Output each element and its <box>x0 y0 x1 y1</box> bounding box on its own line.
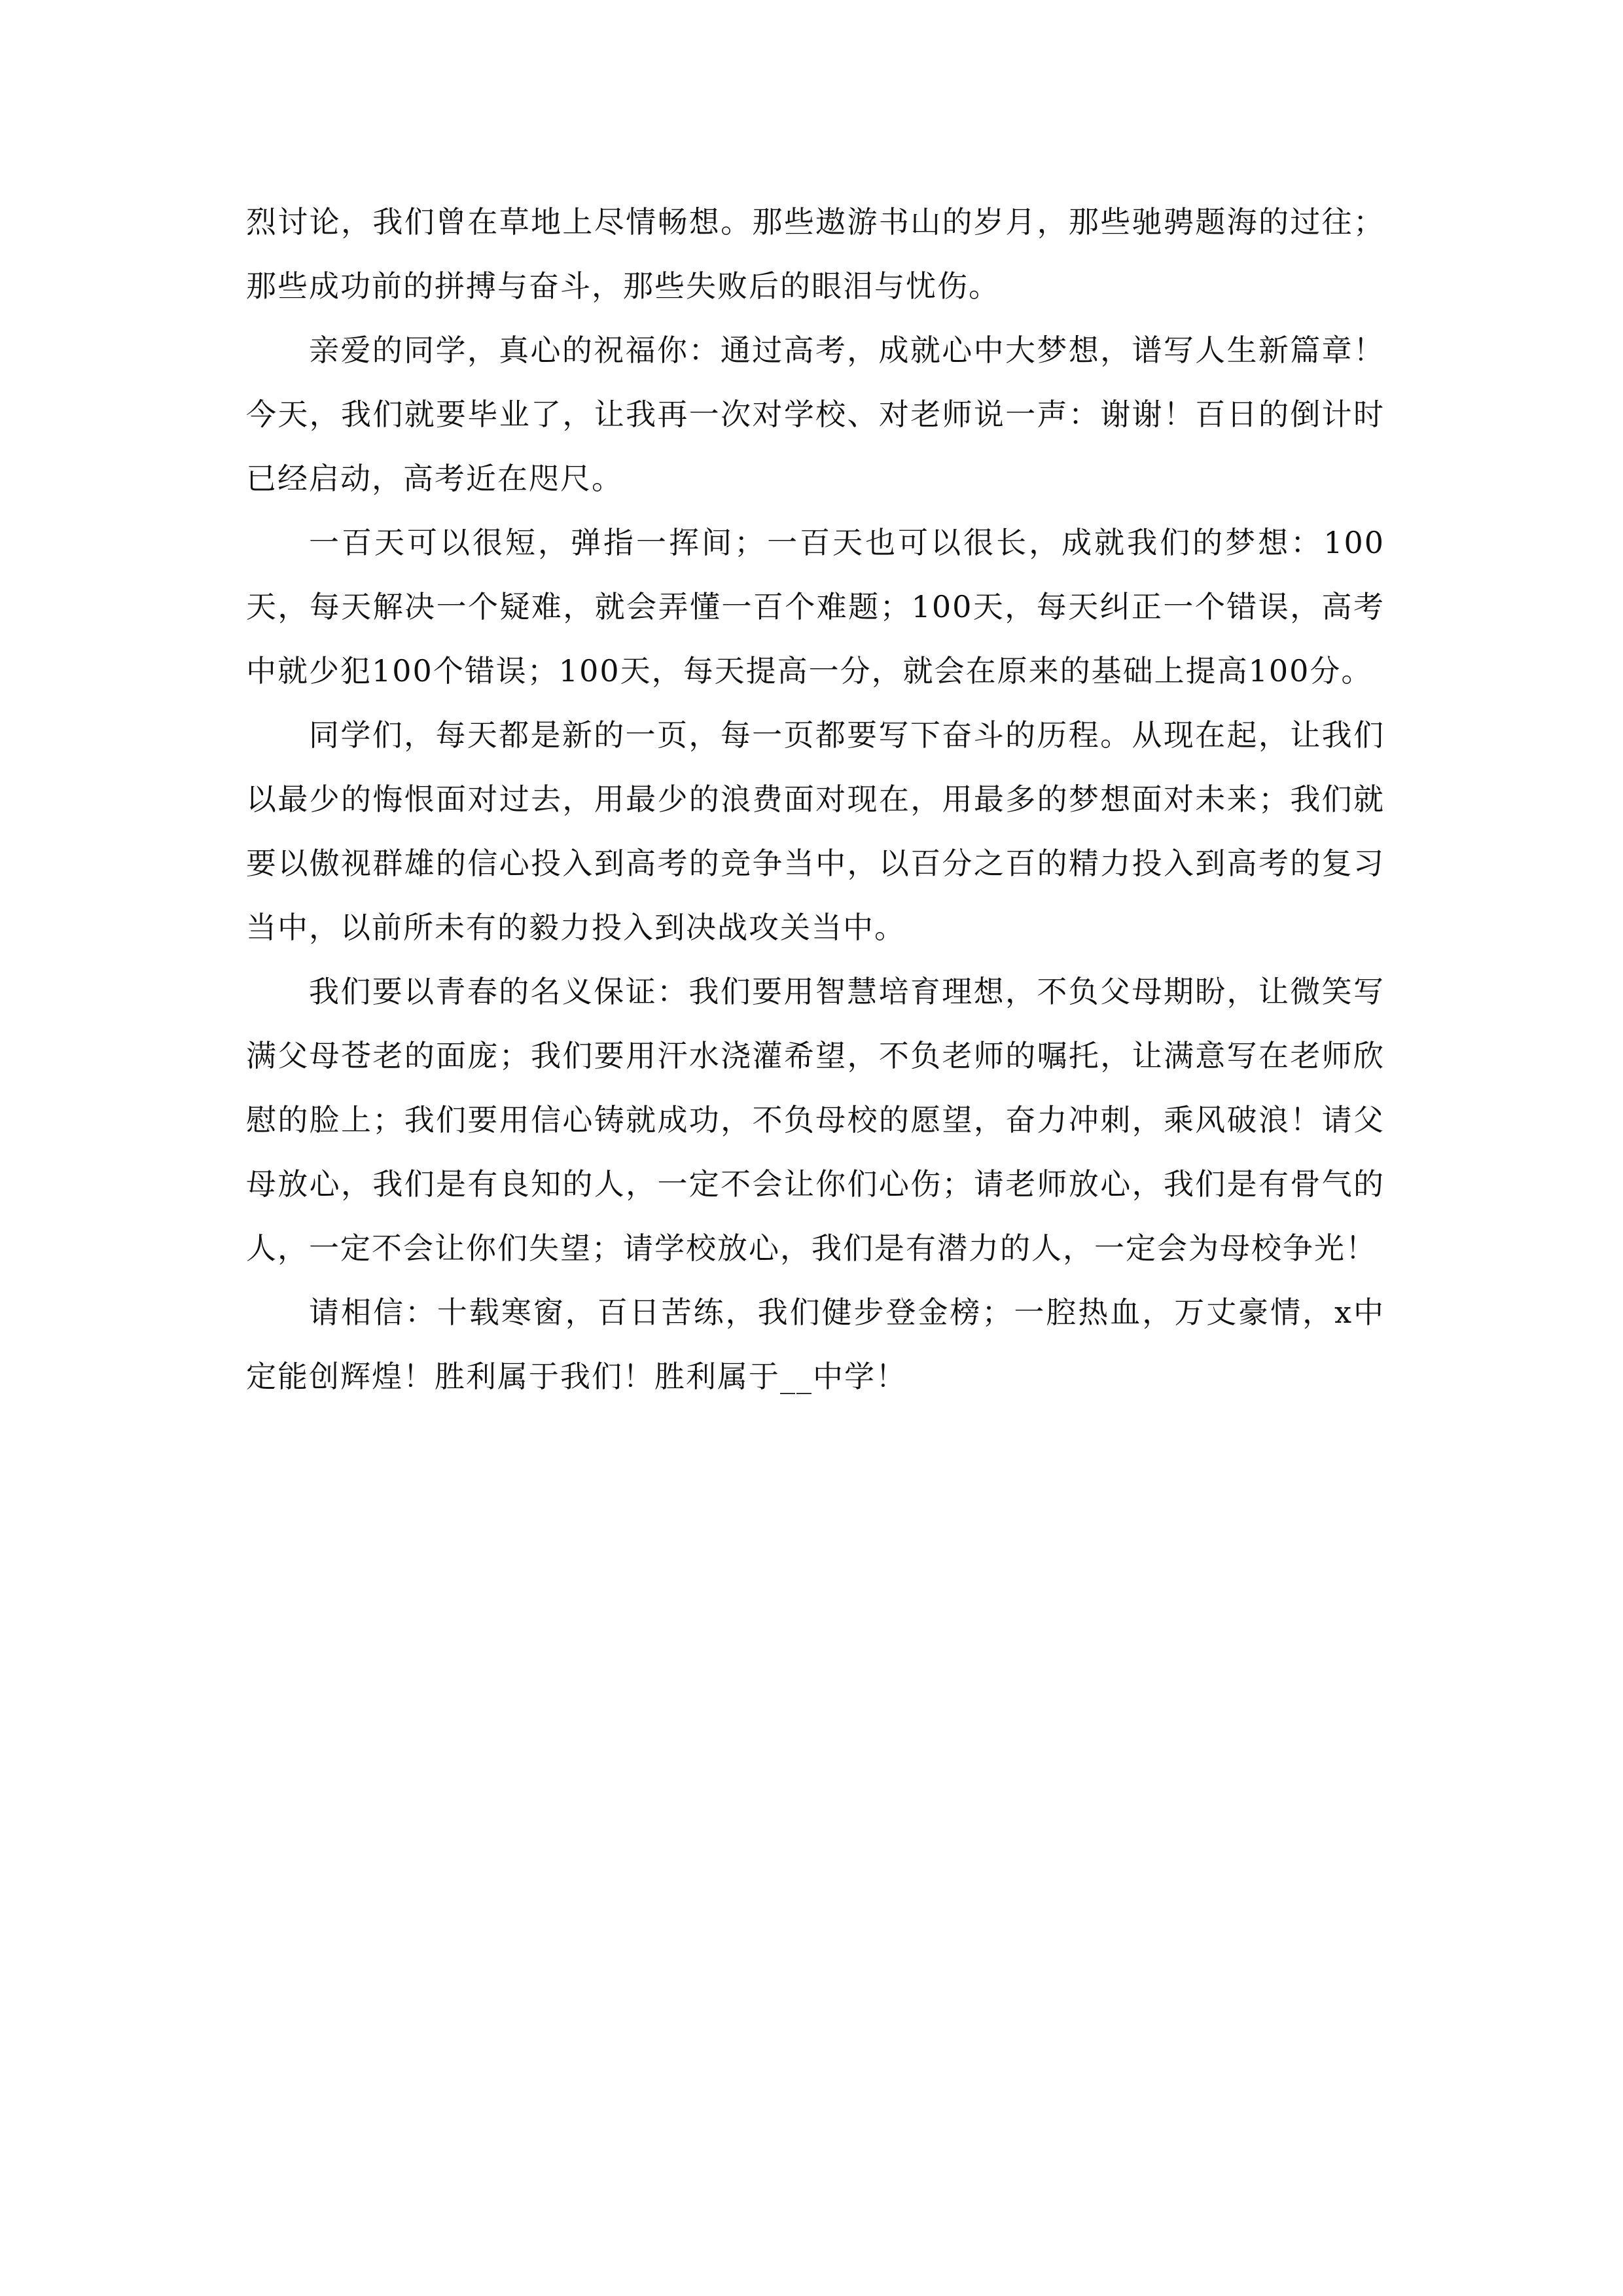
paragraph-1: 烈讨论，我们曾在草地上尽情畅想。那些遨游书山的岁月，那些驰骋题海的过往；那些成功前的拼搏与奋斗，那些失败后的眼泪与忧伤。 <box>246 204 1385 304</box>
paragraph-3: 一百天可以很短，弹指一挥间；一百天也可以很长，成就我们的梦想：100天，每天解决一个疑难，就会弄懂一百个难题；100天，每天纠正一个错误，高考中就少犯100个错误；100天，每天提高一分，就会在原来的基础上提高100分。 <box>246 525 1385 689</box>
paragraph-6: 请相信：十载寒窗，百日苦练，我们健步登金榜；一腔热血，万丈豪情，x中定能创辉煌！胜利属于我们！胜利属于__中学！ <box>246 1295 1385 1394</box>
paragraph-2: 亲爱的同学，真心的祝福你：通过高考，成就心中大梦想，谱写人生新篇章！今天，我们就要毕业了，让我再一次对学校、对老师说一声：谢谢！百日的倒计时已经启动，高考近在咫尺。 <box>246 332 1385 496</box>
paragraph-4: 同学们，每天都是新的一页，每一页都要写下奋斗的历程。从现在起，让我们以最少的悔恨面对过去，用最少的浪费面对现在，用最多的梦想面对未来；我们就要以傲视群雄的信心投入到高考的竞争当中，以百分之百的精力投入到高考的复习当中，以前所未有的毅力投入到决战攻关当中。 <box>246 717 1385 945</box>
paragraph-5: 我们要以青春的名义保证：我们要用智慧培育理想，不负父母期盼，让微笑写满父母苍老的面庞；我们要用汗水浇灌希望，不负老师的嘱托，让满意写在老师欣慰的脸上；我们要用信心铸就成功，不负母校的愿望，奋力冲刺，乘风破浪！请父母放心，我们是有良知的人，一定不会让你们心伤；请老师放心，我们是有骨气的人，一定不会让你们失望；请学校放心，我们是有潜力的人，一定会为母校争光！ <box>246 974 1385 1266</box>
document-body <box>246 190 1385 1408</box>
